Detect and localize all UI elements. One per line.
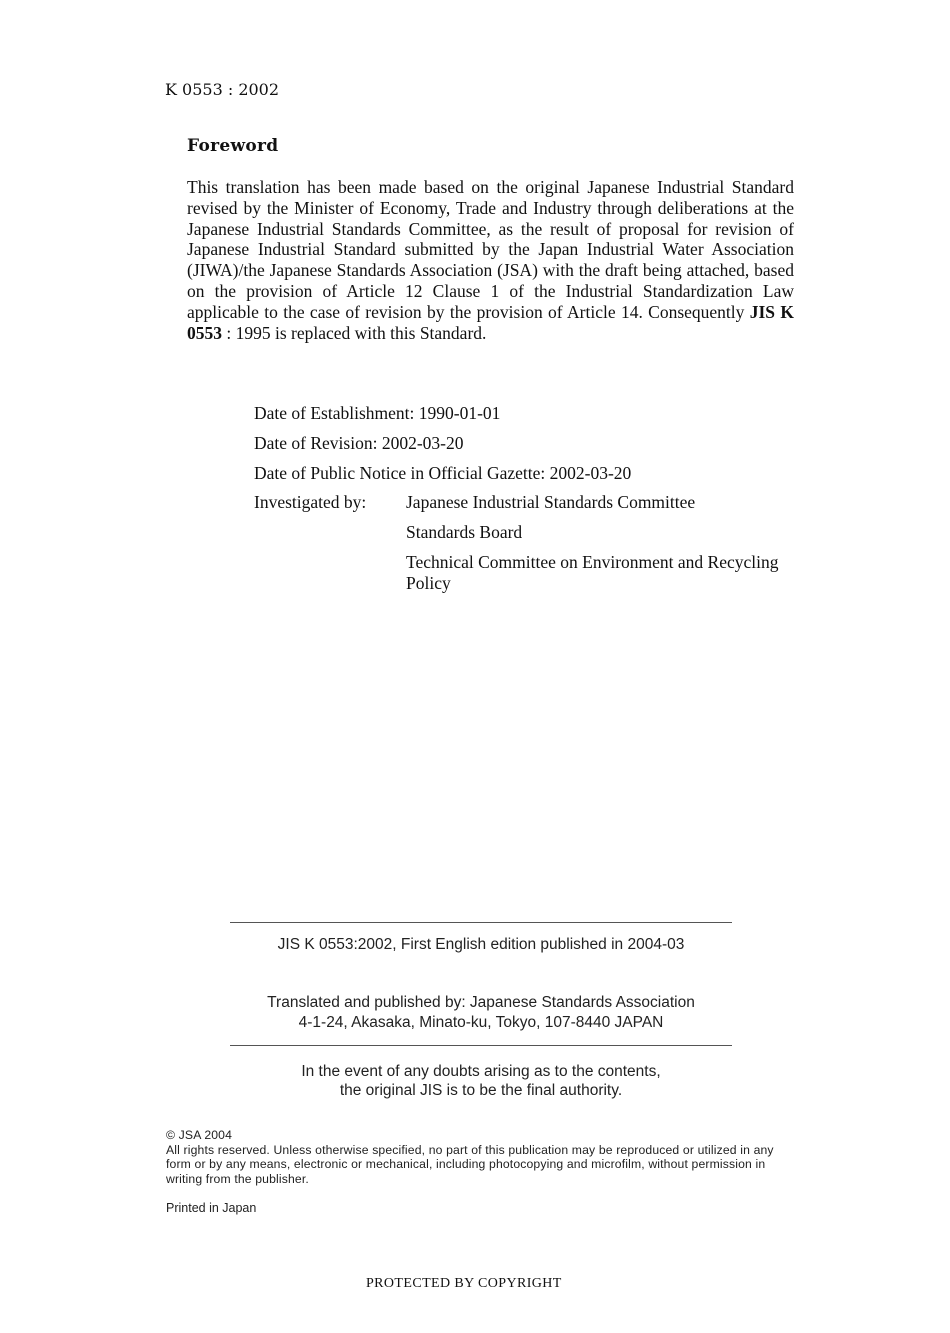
copyright-block <box>166 1128 794 1186</box>
foreword-title: Foreword <box>187 136 279 156</box>
authority-line-1: In the event of any doubts arising as to the contents, <box>301 1063 661 1080</box>
publisher-address: 4-1-24, Akasaka, Minato-ku, Tokyo, 107-8440 JAPAN <box>298 1014 664 1031</box>
copyright-notice: All rights reserved. Unless otherwise specified, no part of this publication may be reproduced or utilized in any form or by any means, electronic or mechanical, including photocopying and microfilm, without permission in writing from the publisher. <box>166 1142 774 1186</box>
authority-line-2: the original JIS is to be the final authority. <box>339 1082 623 1099</box>
protected-footer: PROTECTED BY COPYRIGHT <box>366 1276 562 1291</box>
investigated-label: Investigated by: <box>254 492 367 512</box>
dates-block <box>254 402 786 594</box>
divider-bottom <box>230 1045 732 1046</box>
foreword-body-text-end: : 1995 is replaced with this Standard. <box>222 322 487 343</box>
date-public-notice: Date of Public Notice in Official Gazette: 2002-03-20 <box>254 463 632 483</box>
copyright-line: © JSA 2004 <box>166 1128 233 1142</box>
publisher-line: Translated and published by: Japanese Standards Association <box>267 994 695 1011</box>
foreword-body-text: This translation has been made based on the original Japanese Industrial Standard revised by the Minister of Economy, Trade and Industry through deliberations at the Japanese Industrial Standards Committee, as the result of proposal for revision of Japanese Industrial Standard submitted by the Japan Industrial Water Association (JIWA)/the Japanese Standards Association (JSA) with the draft being attached, based on the provision of Article 12 Clause 1 of the Industrial Standardization Law applicable to the case of revision by the provision of Article 14. Consequently <box>187 177 794 322</box>
divider-top <box>230 922 732 923</box>
investigator-item: Technical Committee on Environment and Recycling Policy <box>406 552 779 593</box>
investigator-item: Japanese Industrial Standards Committee <box>406 492 696 512</box>
printed-in: Printed in Japan <box>166 1201 257 1215</box>
foreword-body-standard: JIS K 0553 <box>187 301 794 343</box>
investigated-by <box>254 492 786 594</box>
document-id: K 0553 : 2002 <box>165 80 280 99</box>
foreword-body <box>187 177 794 343</box>
edition-line: JIS K 0553:2002, First English edition published in 2004-03 <box>277 936 685 953</box>
investigators-list <box>406 492 786 594</box>
investigator-item: Standards Board <box>406 522 523 542</box>
date-revision: Date of Revision: 2002-03-20 <box>254 433 464 453</box>
date-establishment: Date of Establishment: 1990-01-01 <box>254 403 501 423</box>
